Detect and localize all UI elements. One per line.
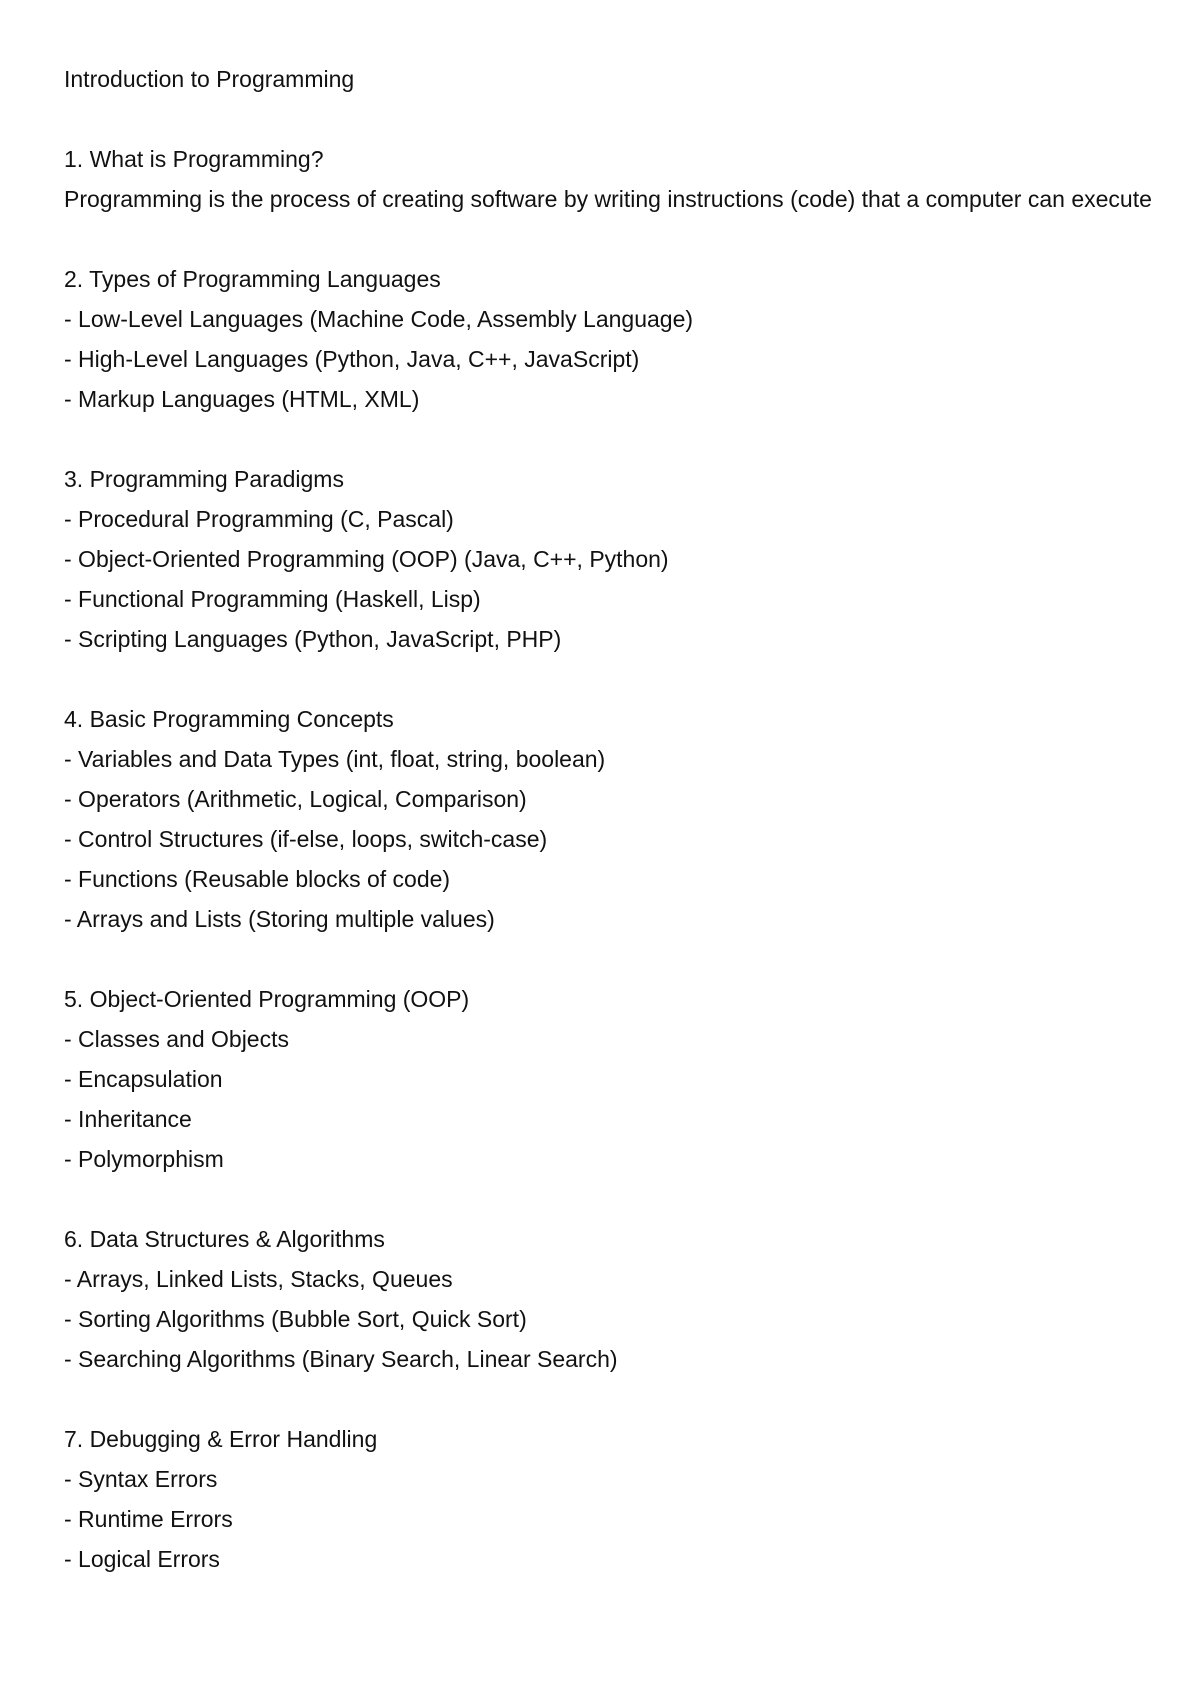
list-item: - Low-Level Languages (Machine Code, Assembly Language) bbox=[64, 306, 694, 332]
document-title: Introduction to Programming bbox=[64, 66, 355, 92]
document-body bbox=[64, 59, 1200, 1579]
spacer bbox=[64, 419, 1200, 459]
section-language-types bbox=[64, 259, 1200, 419]
list-item: - Inheritance bbox=[64, 1106, 192, 1132]
section-debugging bbox=[64, 1419, 1200, 1579]
section-data-structures bbox=[64, 1219, 1200, 1379]
list-item: - Functional Programming (Haskell, Lisp) bbox=[64, 586, 481, 612]
section-heading: 3. Programming Paradigms bbox=[64, 466, 344, 492]
list-item: - Classes and Objects bbox=[64, 1026, 289, 1052]
list-item: - Functions (Reusable blocks of code) bbox=[64, 866, 451, 892]
spacer bbox=[64, 659, 1200, 699]
list-item: - Variables and Data Types (int, float, string, boolean) bbox=[64, 746, 606, 772]
section-heading: 4. Basic Programming Concepts bbox=[64, 706, 394, 732]
spacer bbox=[64, 1379, 1200, 1419]
section-what-is-programming bbox=[64, 139, 1200, 219]
list-item: - Scripting Languages (Python, JavaScript, PHP) bbox=[64, 626, 562, 652]
list-item: - Syntax Errors bbox=[64, 1466, 218, 1492]
list-item: - Arrays, Linked Lists, Stacks, Queues bbox=[64, 1266, 453, 1292]
list-item: - Logical Errors bbox=[64, 1546, 220, 1572]
list-item: - Object-Oriented Programming (OOP) (Java, C++, Python) bbox=[64, 546, 669, 572]
list-item: - Polymorphism bbox=[64, 1146, 224, 1172]
section-heading: 7. Debugging & Error Handling bbox=[64, 1426, 378, 1452]
section-paradigms bbox=[64, 459, 1200, 659]
list-item: - Searching Algorithms (Binary Search, Linear Search) bbox=[64, 1346, 618, 1372]
spacer bbox=[64, 99, 1200, 139]
list-item: - Procedural Programming (C, Pascal) bbox=[64, 506, 454, 532]
section-oop bbox=[64, 979, 1200, 1179]
list-item: - High-Level Languages (Python, Java, C++, JavaScript) bbox=[64, 346, 640, 372]
list-item: - Markup Languages (HTML, XML) bbox=[64, 386, 420, 412]
spacer bbox=[64, 939, 1200, 979]
list-item: - Arrays and Lists (Storing multiple values) bbox=[64, 906, 495, 932]
list-item: - Runtime Errors bbox=[64, 1506, 233, 1532]
section-basic-concepts bbox=[64, 699, 1200, 939]
list-item: - Operators (Arithmetic, Logical, Comparison) bbox=[64, 786, 527, 812]
list-item: - Sorting Algorithms (Bubble Sort, Quick Sort) bbox=[64, 1306, 527, 1332]
section-heading: 1. What is Programming? bbox=[64, 146, 324, 172]
list-item: - Encapsulation bbox=[64, 1066, 223, 1092]
spacer bbox=[64, 219, 1200, 259]
section-heading: 2. Types of Programming Languages bbox=[64, 266, 441, 292]
spacer bbox=[64, 1179, 1200, 1219]
section-heading: 6. Data Structures & Algorithms bbox=[64, 1226, 385, 1252]
section-heading: 5. Object-Oriented Programming (OOP) bbox=[64, 986, 470, 1012]
list-item: - Control Structures (if-else, loops, switch-case) bbox=[64, 826, 548, 852]
paragraph-line: Programming is the process of creating software by writing instructions (code) that a computer can execute bbox=[64, 186, 1152, 212]
